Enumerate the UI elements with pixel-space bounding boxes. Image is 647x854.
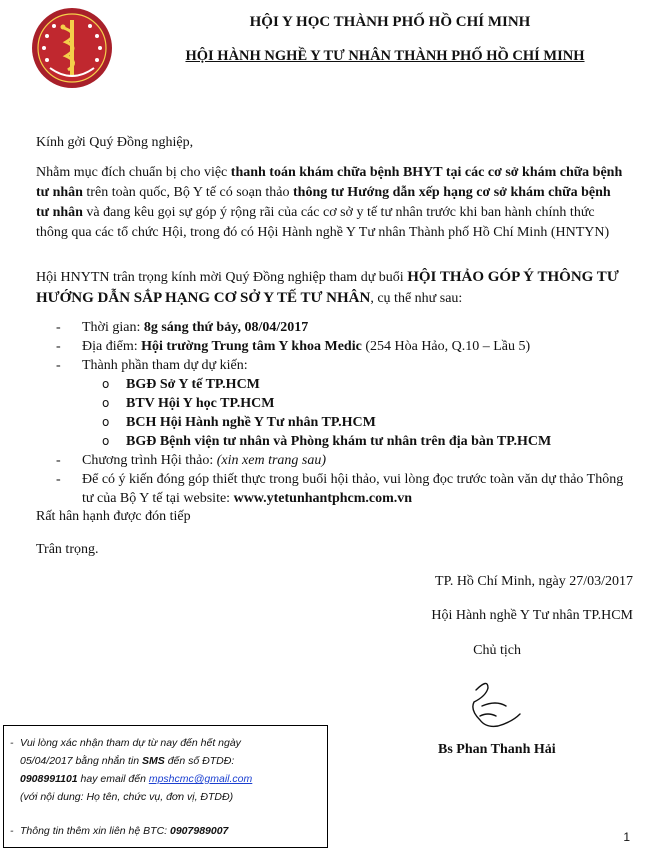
page-number: 1 [623,830,630,844]
page-title: HỘI HÀNH NGHỀ Y TƯ NHÂN THÀNH PHỐ HỒ CHÍ MINH [185,48,585,64]
rsvp-note: - Vui lòng xác nhận tham dự từ nay đến hết ngày 05/04/2017 bằng nhắn tin SMS đến số ĐTDĐ: 0908991101 hay email đến mpshcmc@gmail.com (với nội dung: Họ tên, chức vụ, đơn vị, ĐTDĐ) [10,737,253,803]
website-link[interactable]: www.ytetunhantphcm.com.vn [233,491,413,506]
greeting: Kính gởi Quý Đồng nghiệp, [36,135,194,150]
signer-name: Bs Phan Thanh Hải [438,742,556,757]
participant-item: o BTV Hội Y học TP.HCM [102,396,275,411]
event-title: HỘI THẢO GÓP Ý THÔNG TƯ HƯỚNG DẪN SẮP HẠNG CƠ SỞ Y TẾ TƯ NHÂN [36,269,619,306]
paragraph-intro: Nhằm mục đích chuẩn bị cho việc thanh toán khám chữa bệnh BHYT tại các cơ sở khám chữa bệnh tư nhân trên toàn quốc, Bộ Y tế có soạn thảo thông tư Hướng dẫn xếp hạng cơ sở khám chữa bệnh tư nhân và đang kêu gọi sự góp ý rộng rãi của các cơ sở y tế tư nhân trước khi ban hành chính thức thông qua các tổ chức Hội, trong đó có Hội Hành nghề Y Tư nhân Thành phố Hồ Chí Minh (HNTYN) [36,165,623,240]
rsvp-phone: 0908991101 [20,773,78,785]
list-item-website-note: - Để có ý kiến đóng góp thiết thực trong buổi hội thảo, vui lòng đọc trước toàn văn dự thảo Thông tư của Bộ Y tế tại website: www.ytetunhantphcm.com.vn [56,472,624,506]
participant-item: o BGĐ Bệnh viện tư nhân và Phòng khám tư nhân trên địa bàn TP.HCM [102,434,552,449]
paragraph-invitation: Hội HNYTN trân trọng kính mời Quý Đồng nghiệp tham dự buổi HỘI THẢO GÓP Ý THÔNG TƯ HƯỚNG DẪN SẮP HẠNG CƠ SỞ Y TẾ TƯ NHÂN, cụ thể như sau: [36,269,619,306]
regards-line: Trân trọng. [36,542,99,557]
list-item-program: - Chương trình Hội thảo: (xin xem trang sau) [56,453,327,468]
contact-note: - Thông tin thêm xin liên hệ BTC: 0907989007 [10,825,229,837]
list-item-participants: - Thành phần tham dự dự kiến: [56,358,248,373]
list-item-place: - Địa điểm: Hội trường Trung tâm Y khoa Medic (254 Hòa Hảo, Q.10 – Lầu 5) [56,339,531,354]
rsvp-note-box [3,725,328,848]
contact-phone: 0907989007 [170,825,229,837]
signing-organization: Hội Hành nghề Y Tư nhân TP.HCM [431,608,633,623]
event-details-list [36,318,636,508]
place-date: TP. Hồ Chí Minh, ngày 27/03/2017 [435,574,633,589]
association-logo [30,6,114,90]
closing-line: Rất hân hạnh được đón tiếp [36,509,191,524]
org-line: HỘI Y HỌC THÀNH PHỐ HỒ CHÍ MINH [249,14,531,30]
handwritten-signature [462,676,532,736]
participant-item: o BCH Hội Hành nghề Y Tư nhân TP.HCM [102,415,376,430]
email-link[interactable]: mpshcmc@gmail.com [148,773,253,785]
signer-title: Chủ tịch [473,643,521,658]
bold-phrase: thông tư Hướng dẫn xếp hạng cơ sở khám chữa bệnh tư nhân [36,185,611,220]
participant-item: o BGĐ Sở Y tế TP.HCM [102,377,260,392]
list-item-time: - Thời gian: 8g sáng thứ bảy, 08/04/2017 [56,320,309,335]
bold-phrase: thanh toán khám chữa bệnh BHYT tại các cơ sở khám chữa bệnh tư nhân [36,165,623,200]
